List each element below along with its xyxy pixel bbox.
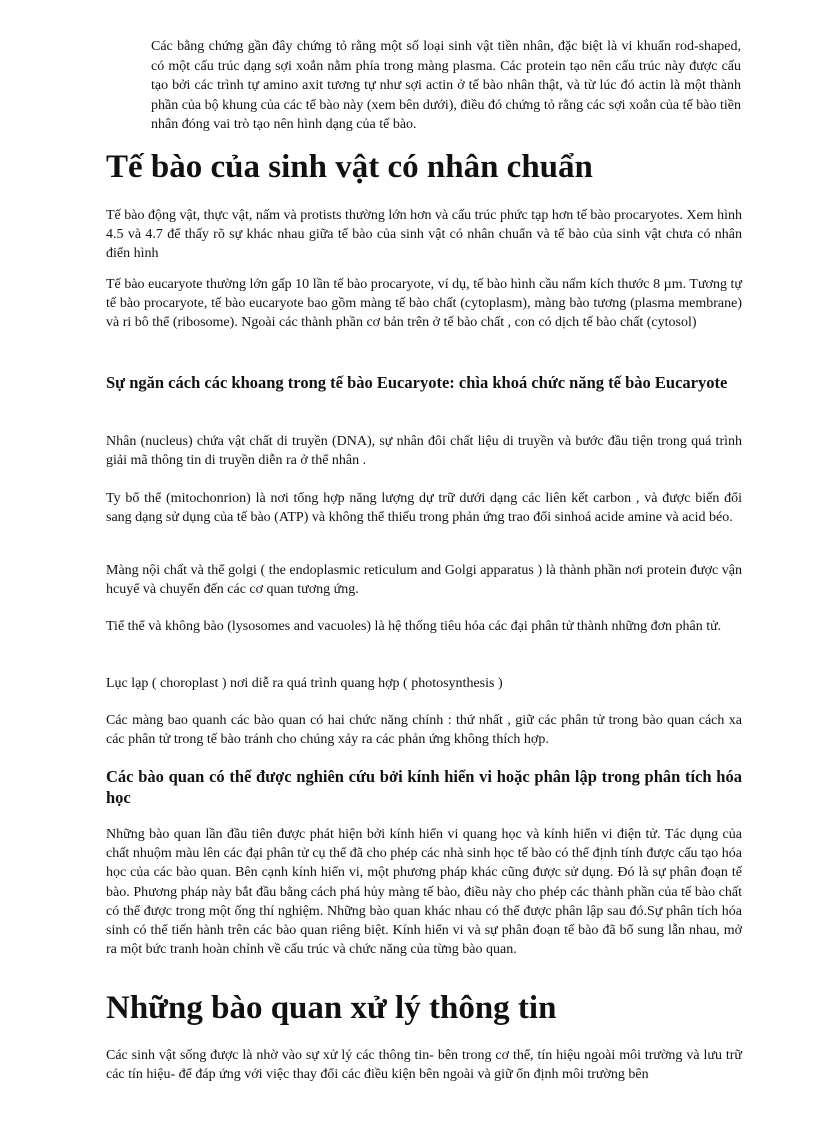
paragraph: Tế bào động vật, thực vật, nấm và protists thường lớn hơn và cấu trúc phức tạp hơn tế bào procaryotes. Xem hình 4.5 và 4.7 để thấy rõ sự khác nhau giữa tế bào của sinh vật có nhân chuẩn và tế bào của sinh vật chưa có nhân điển hình	[106, 208, 742, 262]
paragraph: Tế bào eucaryote thường lớn gấp 10 lần tế bào procaryote, ví dụ, tế bào hình cầu nấm kích thước 8 µm. Tương tự tế bào procaryote, tế bào eucaryote bao gồm màng tế bào chất (cytoplasm), màng bào tương (plasma membrane) và ri bô thể (ribosome). Ngoài các thành phần cơ bản trên ở tế bào chất , con có dịch tế bào chất (cytosol)	[106, 277, 742, 331]
paragraph: Nhân (nucleus) chứa vật chất di truyền (DNA), sự nhân đôi chất liệu di truyền và bước đầu tiện trong quá trình giải mã thông tin di truyền diễn ra ở thể nhân .	[106, 434, 742, 469]
intro-paragraph: Các bằng chứng gần đây chứng tỏ rằng một số loại sinh vật tiền nhân, đặc biệt là vi khuẩn rod-shaped, có một cấu trúc dạng sợi xoắn nằm phía trong màng plasma. Các protein tạo nên cấu trúc này được cấu tạo bởi các trình tự amino axit tương tự như sợi actin ở tế bào nhân thật, và từ lúc đó actin là một thành phần của bộ khung của các tế bào này (xem bên dưới), điều đó chứng tỏ rằng các sợi xoắn của tế bào tiền nhân đóng vai trò tạo nên hình dạng của tế bào.	[151, 39, 741, 133]
section-heading-information-organelles: Những bào quan xử lý thông tin	[106, 990, 557, 1026]
paragraph: Những bào quan lần đầu tiên được phát hiện bởi kính hiển vi quang học và kính hiển vi điện tử. Tác dụng của chất nhuộm màu lên các đại phân tử cụ thể đã cho phép các nhà sinh học tế bào có thể định tính được cấu tạo hóa học của các bào quan. Bên cạnh kính hiển vi, một phương pháp khác cũng được sử dụng. Đó là sự phân đoạn tế bào. Phương pháp này bắt đầu bằng cách phá hủy màng tế bào, điều này cho phép các thành phần của tế bào chất có thể được trong một ống thí nghiệm. Những bào quan khác nhau có thể được phân lập sau đó.Sự phân tích hóa sinh có thể tiến hành trên các bào quan riêng biệt. Kính hiển vi và sự phân đoạn tế bào đã bổ sung lẫn nhau, mở ra một bức tranh hoàn chỉnh về cấu trúc và chức năng của từng bào quan.	[106, 827, 742, 958]
paragraph: Màng nội chất và thể golgi ( the endoplasmic reticulum and Golgi apparatus ) là thành phần nơi protein được vận hcuyể và chuyển đến các cơ quan tương ứng.	[106, 563, 742, 598]
paragraph: Các màng bao quanh các bào quan có hai chức năng chính : thứ nhất , giữ các phân tử trong bào quan cách xa các phân tử trong tế bào tránh cho chúng xảy ra các phản ứng không thích hợp.	[106, 713, 742, 748]
paragraph: Tiể thể và không bào (lysosomes and vacuoles) là hệ thống tiêu hóa các đại phân tử thành những đơn phân tử.	[106, 619, 722, 634]
section-heading-eukaryote-cells: Tế bào của sinh vật có nhân chuẩn	[106, 149, 593, 185]
subsection-heading-organelle-study: Các bào quan có thể được nghiên cứu bởi kính hiển vi hoặc phân lập trong phân tích hóa học	[106, 767, 742, 807]
subsection-heading-compartments: Sự ngăn cách các khoang trong tế bào Eucaryote: chìa khoá chức năng tế bào Eucaryote	[106, 373, 728, 392]
paragraph: Ty bổ thể (mitochonrion) là nơi tổng hợp năng lượng dự trữ dưới dạng các liên kết carbon , và được biến đổi sang dạng sử dụng của tế bào (ATP) và không thể thiếu trong phản ứng trao đổi sinhoá acide amine và acid béo.	[106, 491, 742, 526]
paragraph: Các sinh vật sống được là nhờ vào sự xử lý các thông tin- bên trong cơ thể, tín hiệu ngoài môi trường và lưu trữ các tín hiệu- để đáp ứng với việc thay đổi các điều kiện bên ngoài và giữ ổn định môi trường bên	[106, 1048, 742, 1083]
paragraph: Lục lạp ( choroplast ) nơi diễ ra quá trình quang hợp ( photosynthesis )	[106, 676, 503, 691]
